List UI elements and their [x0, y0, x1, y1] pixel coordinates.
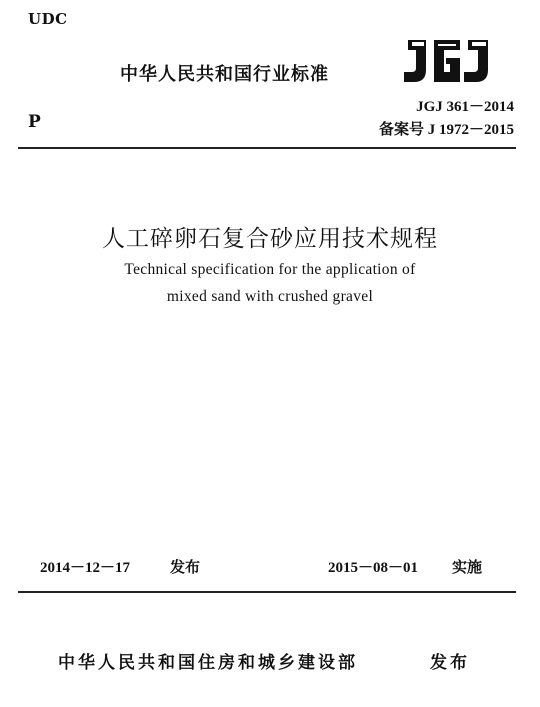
footer-divider [18, 591, 516, 593]
standard-number: JGJ 361－2014 [416, 99, 514, 115]
header-divider [18, 147, 516, 149]
title-chinese: 人工碎卵石复合砂应用技术规程 [102, 226, 438, 252]
title-english-line2: mixed sand with crushed gravel [166, 288, 374, 305]
jgj-logo [398, 38, 492, 84]
title-english-line1: Technical specification for the application of [124, 261, 416, 278]
issue-date: 2014－12－17 [40, 560, 131, 576]
publisher-name: 中华人民共和国住房和城乡建设部 [58, 653, 358, 673]
implementation-label: 实施 [452, 558, 483, 576]
publish-label: 发布 [430, 653, 470, 673]
implementation-date: 2015－08－01 [328, 560, 419, 576]
record-number: 备案号 J 1972－2015 [378, 122, 514, 138]
jgj-logo-graphic [398, 38, 492, 84]
udc-label: UDC [28, 10, 68, 28]
category-code: P [28, 112, 41, 132]
industry-standard-heading: 中华人民共和国行业标准 [120, 64, 329, 85]
issue-label: 发布 [170, 558, 201, 576]
